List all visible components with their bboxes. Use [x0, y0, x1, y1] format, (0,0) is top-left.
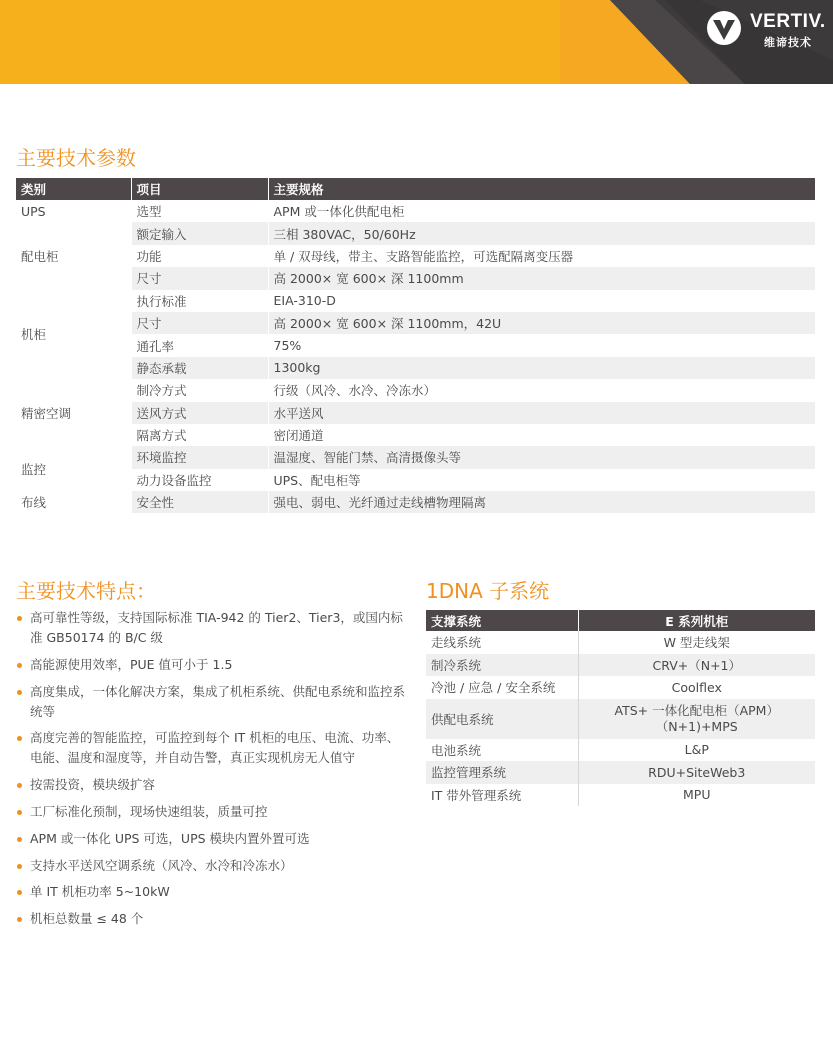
table-row: [16, 245, 815, 267]
feature-text: 高度完善的智能监控，可监控到每个 IT 机柜的电压、电流、功率、电能、温度和湿度等，并自动告警，真正实现机房无人值守: [30, 730, 400, 766]
spec-value: 1300kg: [268, 357, 815, 379]
subsystem-value: W 型走线架: [578, 631, 815, 654]
spec-value: 高 2000× 宽 600× 深 1100mm，42U: [268, 312, 815, 334]
list-item: [16, 728, 411, 768]
table-row: [16, 334, 815, 356]
spec-value: 水平送风: [268, 402, 815, 424]
subsystem-value-line1: ATS+ 一体化配电柜（APM）: [614, 702, 779, 718]
header-banner: [0, 0, 833, 84]
spec-value: 强电、弱电、光纤通过走线槽物理隔离: [268, 491, 815, 513]
spec-item: 动力设备监控: [131, 469, 268, 491]
table-row: [426, 699, 815, 739]
list-item: [16, 608, 411, 648]
spec-item: 隔离方式: [131, 424, 268, 446]
table-row: [16, 222, 815, 244]
table-row: [16, 200, 815, 222]
list-item: [16, 909, 411, 929]
table-row: [426, 654, 815, 677]
spec-item: 环境监控: [131, 446, 268, 468]
table-row: [16, 312, 815, 334]
spec-item: 制冷方式: [131, 379, 268, 401]
subsystem-header-system: 支撑系统: [426, 610, 578, 631]
table-row: [16, 469, 815, 491]
bullet-icon: [17, 917, 22, 922]
brand-wordmark: VERTIV.: [750, 11, 826, 32]
subsystem-value: RDU+SiteWeb3: [578, 761, 815, 784]
spec-value: UPS、配电柜等: [268, 469, 815, 491]
spec-value: 高 2000× 宽 600× 深 1100mm: [268, 267, 815, 289]
spec-category: 配电柜: [16, 222, 131, 289]
feature-list: [16, 608, 411, 936]
table-row: [16, 267, 815, 289]
spec-item: 额定输入: [131, 222, 268, 244]
bullet-icon: [17, 736, 22, 741]
table-row: [426, 739, 815, 762]
spec-value: APM 或一体化供配电柜: [268, 200, 815, 222]
feature-text: 按需投资，模块级扩容: [30, 777, 156, 793]
bullet-icon: [17, 616, 22, 621]
subsystem-name: 冷池 / 应急 / 安全系统: [431, 680, 556, 696]
list-item: [16, 882, 411, 902]
list-item: [16, 655, 411, 675]
brand-subtitle: 维谛技术: [764, 36, 812, 49]
spec-table: [16, 178, 815, 513]
feature-text: 工厂标准化预制，现场快速组装，质量可控: [30, 803, 268, 819]
vertiv-mark-icon: [706, 10, 742, 46]
subsystem-value: L&P: [578, 739, 815, 762]
table-row: [426, 631, 815, 654]
bullet-icon: [17, 810, 22, 815]
spec-category: 布线: [16, 491, 131, 513]
list-item: [16, 802, 411, 822]
list-item: [16, 829, 411, 849]
spec-category: 机柜: [16, 290, 131, 380]
section-title-subsystems: 1DNA 子系统: [426, 579, 550, 603]
table-row: [16, 424, 815, 446]
spec-header-item: 项目: [131, 178, 268, 200]
spec-item: 静态承载: [131, 357, 268, 379]
spec-value: 75%: [268, 334, 815, 356]
bullet-icon: [17, 690, 22, 695]
spec-item: 选型: [131, 200, 268, 222]
spec-value: 单 / 双母线，带主、支路智能监控，可选配隔离变压器: [268, 245, 815, 267]
subsystem-header-cabinet: E 系列机柜: [578, 610, 815, 631]
spec-value: EIA-310-D: [268, 290, 815, 312]
spec-item: 通孔率: [131, 334, 268, 356]
list-item: [16, 775, 411, 795]
subsystem-value: CRV+（N+1）: [578, 654, 815, 677]
feature-text: 高可靠性等级，支持国际标准 TIA-942 的 Tier2、Tier3，或国内标准 GB50174 的 B/C 级: [30, 610, 403, 645]
subsystem-table-header: [426, 610, 815, 631]
subsystem-name: 走线系统: [431, 635, 482, 651]
list-item: [16, 856, 411, 876]
subsystem-value-line2: （N+1)+MPS: [655, 718, 738, 734]
subsystem-name: 制冷系统: [431, 657, 482, 673]
feature-text: 机柜总数量 ≤ 48 个: [30, 911, 144, 927]
subsystem-value: MPU: [578, 784, 815, 807]
spec-value: 温湿度、智能门禁、高清摄像头等: [268, 446, 815, 468]
vertiv-logo: [706, 10, 833, 50]
spec-value: 密闭通道: [268, 424, 815, 446]
spec-category: UPS: [16, 200, 131, 222]
table-row: [426, 761, 815, 784]
bullet-icon: [17, 890, 22, 895]
subsystem-name: 监控管理系统: [431, 765, 507, 781]
subsystem-table: [426, 610, 815, 806]
subsystem-name: 供配电系统: [431, 711, 494, 727]
spec-item: 尺寸: [131, 267, 268, 289]
section-title-specs: 主要技术参数: [16, 146, 136, 170]
feature-text: 高度集成，一体化解决方案，集成了机柜系统、供配电系统和监控系统等: [30, 683, 406, 719]
spec-category: 监控: [16, 446, 131, 491]
table-row: [16, 379, 815, 401]
table-row: [16, 446, 815, 468]
subsystem-name: 电池系统: [431, 742, 482, 758]
table-row: [16, 402, 815, 424]
spec-value: 三相 380VAC，50/60Hz: [268, 222, 815, 244]
spec-item: 送风方式: [131, 402, 268, 424]
table-row: [16, 357, 815, 379]
subsystem-name: IT 带外管理系统: [431, 787, 522, 803]
feature-text: 高能源使用效率，PUE 值可小于 1.5: [30, 656, 233, 672]
section-title-features: 主要技术特点：: [16, 579, 156, 603]
table-row: [426, 676, 815, 699]
feature-text: APM 或一体化 UPS 可选，UPS 模块内置外置可选: [30, 830, 310, 846]
feature-text: 单 IT 机柜功率 5~10kW: [30, 884, 170, 900]
subsystem-value: [578, 699, 815, 739]
spec-table-header: [16, 178, 815, 200]
subsystem-value: Coolflex: [578, 676, 815, 699]
table-row: [426, 784, 815, 807]
bullet-icon: [17, 783, 22, 788]
bullet-icon: [17, 663, 22, 668]
table-row: [16, 290, 815, 312]
spec-item: 安全性: [131, 491, 268, 513]
list-item: [16, 682, 411, 722]
spec-category: 精密空调: [16, 379, 131, 446]
table-row: [16, 491, 815, 513]
spec-item: 尺寸: [131, 312, 268, 334]
spec-header-category: 类别: [16, 178, 131, 200]
bullet-icon: [17, 837, 22, 842]
spec-item: 功能: [131, 245, 268, 267]
spec-item: 执行标准: [131, 290, 268, 312]
feature-text: 支持水平送风空调系统（风冷、水冷和冷冻水）: [30, 857, 293, 873]
spec-header-spec: 主要规格: [268, 178, 815, 200]
spec-value: 行级（风冷、水冷、冷冻水）: [268, 379, 815, 401]
bullet-icon: [17, 864, 22, 869]
